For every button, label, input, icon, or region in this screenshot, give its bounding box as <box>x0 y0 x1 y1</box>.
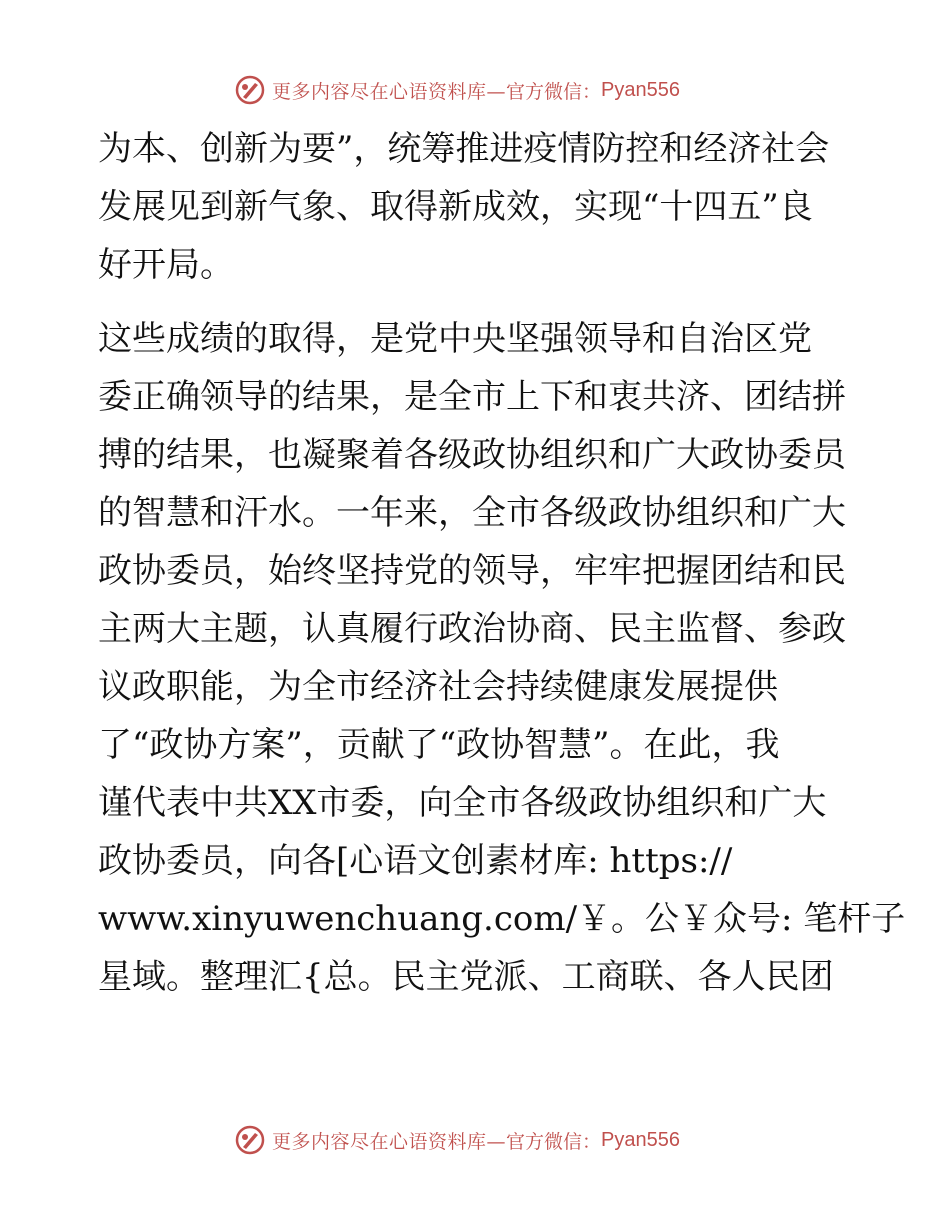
text-line: 政协委员，向各[心语文创素材库: https:// <box>98 841 733 881</box>
document-body <box>98 120 906 1006</box>
text-line: 的智慧和汗水。一年来，全市各级政协组织和广大 <box>98 493 846 533</box>
text-line: 搏的结果，也凝聚着各级政协组织和广大政协委员 <box>98 435 846 475</box>
watermark-site-text: 更多内容尽在心语资料库— <box>272 1130 507 1153</box>
quill-pen-logo-icon <box>234 1124 266 1156</box>
text-line: 好开局。 <box>98 245 234 285</box>
quill-pen-logo-icon <box>234 74 266 106</box>
text-line: www.xinyuwenchuang.com/￥。公￥众号: 笔杆子 <box>98 899 906 939</box>
paragraph-2 <box>98 310 906 1006</box>
paragraph-gap <box>98 294 858 310</box>
text-line: 了“政协方案”，贡献了“政协智慧”。在此，我 <box>98 725 780 765</box>
watermark-site-text: 更多内容尽在心语资料库— <box>272 80 507 103</box>
text-line: 议政职能，为全市经济社会持续健康发展提供 <box>98 667 778 707</box>
header-watermark <box>234 74 680 106</box>
watermark-wechat-id: Pyan556 <box>601 78 680 101</box>
text-line: 这些成绩的取得，是党中央坚强领导和自治区党 <box>98 319 812 359</box>
text-line: 主两大主题，认真履行政治协商、民主监督、参政 <box>98 609 846 649</box>
watermark-wechat-label: 官方微信： <box>506 80 602 103</box>
watermark-wechat-id: Pyan556 <box>601 1128 680 1151</box>
text-line: 发展见到新气象、取得新成效，实现“十四五”良 <box>98 187 813 227</box>
paragraph-1 <box>98 120 858 294</box>
text-line: 谨代表中共XX市委，向全市各级政协组织和广大 <box>98 783 827 823</box>
text-line: 为本、创新为要”，统筹推进疫情防控和经济社会 <box>98 129 830 169</box>
text-line: 委正确领导的结果，是全市上下和衷共济、团结拼 <box>98 377 846 417</box>
watermark-wechat-label: 官方微信： <box>506 1130 602 1153</box>
text-line: 星域。整理汇{总。民主党派、工商联、各人民团 <box>98 957 834 997</box>
footer-watermark <box>234 1124 680 1156</box>
text-line: 政协委员，始终坚持党的领导，牢牢把握团结和民 <box>98 551 846 591</box>
